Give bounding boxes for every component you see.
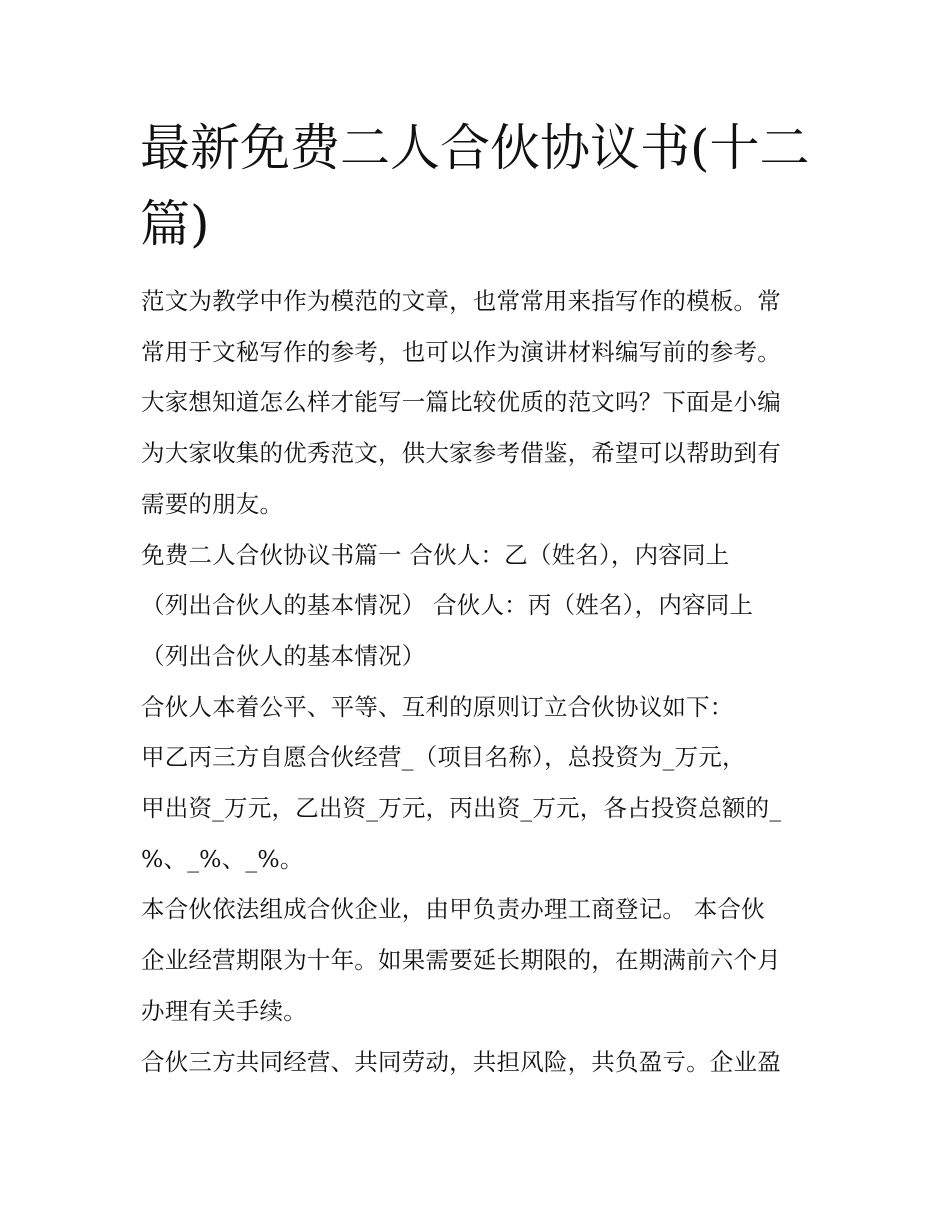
title-line: 最新免费二人合伙协议书(十二 (140, 119, 810, 177)
paragraph-operation (141, 1037, 821, 1088)
paragraph-investment (141, 732, 821, 884)
text-line: 需要的朋友。 (141, 489, 284, 518)
text-line: 为大家收集的优秀范文，供大家参考借鉴，希望可以帮助到有 (141, 439, 781, 468)
text-line: 本合伙依法组成合伙企业，由甲负责办理工商登记。 本合伙 (141, 895, 765, 924)
text-line: %、_%、_%。 (141, 844, 304, 873)
paragraph-registration (141, 884, 821, 1036)
text-line: 企业经营期限为十年。如果需要延长期限的，在期满前六个月 (141, 946, 781, 975)
text-line: 范文为教学中作为模范的文章，也常常用来指写作的模板。常 (141, 287, 781, 315)
text-line: （列出合伙人的基本情况） 合伙人：丙（姓名），内容同上 (141, 591, 754, 620)
text-line: 合伙三方共同经营、共同劳动，共担风险，共负盈亏。企业盈 (141, 1047, 781, 1076)
text-line: 大家想知道怎么样才能写一篇比较优质的范文吗？下面是小编 (141, 388, 781, 417)
title-line: 篇) (140, 195, 210, 253)
text-line: 免费二人合伙协议书篇一 合伙人：乙（姓名），内容同上 (141, 540, 730, 569)
page-title (140, 110, 820, 262)
text-line: 合伙人本着公平、平等、互利的原则订立合伙协议如下： (141, 692, 734, 721)
text-line: 甲乙丙三方自愿合伙经营_（项目名称），总投资为_万元， (141, 743, 746, 772)
document-body (141, 276, 821, 1087)
paragraph-intro (141, 276, 821, 530)
paragraph-partners (141, 530, 821, 682)
text-line: （列出合伙人的基本情况） (141, 641, 426, 670)
text-line: 甲出资_万元，乙出资_万元，丙出资_万元，各占投资总额的_ (141, 794, 782, 823)
text-line: 办理有关手续。 (141, 996, 307, 1025)
paragraph-principle (141, 682, 821, 733)
text-line: 常用于文秘写作的参考，也可以作为演讲材料编写前的参考。 (141, 337, 781, 366)
